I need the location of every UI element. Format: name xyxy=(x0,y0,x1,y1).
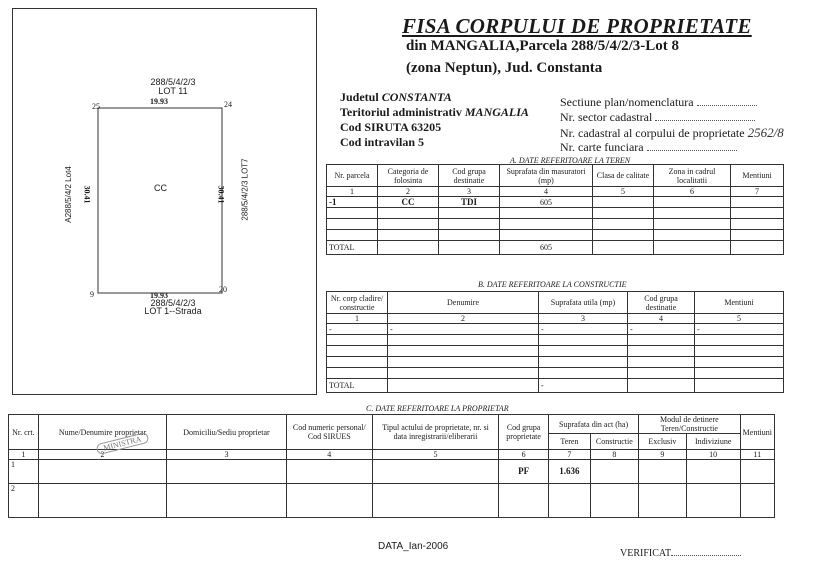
c-row-teren xyxy=(549,484,591,518)
sectiune-row xyxy=(560,95,757,110)
a-header: Zona in cadrul localitatii xyxy=(654,165,731,187)
teritoriu-row xyxy=(340,105,529,120)
sectiune-label: Sectiune plan/nomenclatura xyxy=(560,95,694,109)
subtitle-line-2: (zona Neptun), Jud. Constanta xyxy=(406,60,603,76)
point-20: 20 xyxy=(219,285,227,294)
b-cell: - xyxy=(539,324,628,335)
c-subheader: Exclusiv xyxy=(639,434,687,450)
a-header: Cod grupa destinatie xyxy=(439,165,500,187)
b-header: Suprafata utila (mp) xyxy=(539,292,628,314)
b-total-value: - xyxy=(539,379,628,393)
c-row-cod xyxy=(499,484,549,518)
section-b-table xyxy=(326,291,784,393)
a-cell xyxy=(731,197,784,208)
b-num: 2 xyxy=(388,314,539,324)
c-num: 8 xyxy=(590,450,638,460)
plan-bottom-length: 19.93 xyxy=(150,291,168,300)
nr-cadastral-label: Nr. cadastral al corpului de proprietate xyxy=(560,126,745,140)
b-cell: - xyxy=(388,324,539,335)
a-num: 4 xyxy=(500,187,593,197)
section-b-title: B. DATE REFERITOARE LA CONSTRUCTIE xyxy=(478,280,627,289)
plan-right-label: 288/5/4/2/3 LOT7 xyxy=(240,158,250,221)
c-num: 6 xyxy=(499,450,549,460)
table-row xyxy=(327,324,784,335)
section-c-table xyxy=(8,414,775,518)
plan-left-label: A288/5/4/2 Lot4 xyxy=(63,166,73,223)
siruta: Cod SIRUTA 63205 xyxy=(340,120,442,134)
point-24: 24 xyxy=(224,100,232,109)
c-header: Domiciliu/Sediu proprietar xyxy=(167,415,286,450)
subtitle-line-1: din MANGALIA,Parcela 288/5/4/2/3-Lot 8 xyxy=(406,38,680,54)
c-num: 11 xyxy=(740,450,774,460)
plan-bottom-parcel: 288/5/4/2/3 xyxy=(150,298,196,308)
a-header: Nr. parcela xyxy=(327,165,378,187)
plan-bottom-lot: LOT 1--Strada xyxy=(144,306,202,316)
c-header: Nume/Denumire proprietar xyxy=(38,415,167,450)
a-header: Suprafata din masuratori (mp) xyxy=(500,165,593,187)
stamp-mark: MINISTRA xyxy=(95,432,149,455)
a-cell: 605 xyxy=(500,197,593,208)
c-header: Modul de detinere Teren/Constructie xyxy=(639,415,741,434)
b-num: 5 xyxy=(695,314,784,324)
judet-label: Judetul xyxy=(340,90,379,104)
teritoriu-label: Teritoriul administrativ xyxy=(340,105,462,119)
c-subheader: Indiviziune xyxy=(686,434,740,450)
plan-top-parcel: 288/5/4/2/3 xyxy=(150,77,196,87)
plan-top-lot: LOT 11 xyxy=(158,86,188,96)
b-num: 3 xyxy=(539,314,628,324)
a-cell: CC xyxy=(378,197,439,208)
a-total-value: 605 xyxy=(500,241,593,255)
b-header: Mentiuni xyxy=(695,292,784,314)
c-subheader: Constructie xyxy=(590,434,638,450)
c-row-cod: PF xyxy=(499,460,549,484)
c-header: Mentiuni xyxy=(740,415,774,450)
b-cell: - xyxy=(628,324,695,335)
b-header: Denumire xyxy=(388,292,539,314)
c-num: 1 xyxy=(9,450,39,460)
footer-date: DATA_Ian-2006 xyxy=(378,541,449,552)
plan-top-length: 19.93 xyxy=(150,97,168,106)
a-header: Categoria de folosinta xyxy=(378,165,439,187)
a-header: Mentiuni xyxy=(731,165,784,187)
b-header: Nr. corp cladire/ constructie xyxy=(327,292,388,314)
c-header: Cod grupa proprietate xyxy=(499,415,549,450)
b-header: Cod grupa destinatie xyxy=(628,292,695,314)
b-cell: - xyxy=(327,324,388,335)
c-num: 5 xyxy=(372,450,498,460)
plan-top-label xyxy=(128,78,218,96)
point-25: 25 xyxy=(92,102,100,111)
a-header: Clasa de calitate xyxy=(593,165,654,187)
judet-value: CONSTANTA xyxy=(381,90,452,104)
a-cell xyxy=(593,197,654,208)
sector-row xyxy=(560,110,755,125)
carte-label: Nr. carte funciara xyxy=(560,140,644,154)
sector-label: Nr. sector cadastral xyxy=(560,110,653,124)
c-num: 10 xyxy=(686,450,740,460)
nr-cadastral-handwritten: 2562/8 xyxy=(747,125,784,140)
b-num: 1 xyxy=(327,314,388,324)
table-row-total xyxy=(327,379,784,393)
section-c-title: C. DATE REFERITOARE LA PROPRIETAR xyxy=(366,404,509,413)
c-header: Suprafata din act (ha) xyxy=(549,415,639,434)
section-a-table xyxy=(326,164,784,255)
a-cell xyxy=(654,197,731,208)
c-num: 7 xyxy=(549,450,591,460)
c-num: 4 xyxy=(286,450,372,460)
a-num: 5 xyxy=(593,187,654,197)
a-cell: TDI xyxy=(439,197,500,208)
c-row-nr: 2 xyxy=(9,484,39,518)
parcel-outline xyxy=(98,108,222,293)
table-row xyxy=(327,197,784,208)
b-cell: - xyxy=(695,324,784,335)
a-total-label: TOTAL xyxy=(327,241,378,255)
c-row-teren: 1.636 xyxy=(549,460,591,484)
nr-cadastral-row xyxy=(560,125,784,141)
a-num: 7 xyxy=(731,187,784,197)
point-9: 9 xyxy=(90,290,94,299)
c-num: 3 xyxy=(167,450,286,460)
page-title: FISA CORPULUI DE PROPRIETATE xyxy=(402,14,752,38)
table-row xyxy=(9,484,775,518)
a-num: 3 xyxy=(439,187,500,197)
carte-row xyxy=(560,140,737,155)
c-row-nr: 1 xyxy=(9,460,39,484)
table-row xyxy=(9,460,775,484)
a-num: 6 xyxy=(654,187,731,197)
b-total-label: TOTAL xyxy=(327,379,388,393)
c-header: Cod numeric personal/ Cod SIRUES xyxy=(286,415,372,450)
table-row-total xyxy=(327,241,784,255)
plan-right-length: 30.41 xyxy=(216,185,226,204)
a-cell: -1 xyxy=(327,197,378,208)
a-num: 1 xyxy=(327,187,378,197)
a-num: 2 xyxy=(378,187,439,197)
c-num: 9 xyxy=(639,450,687,460)
c-subheader: Teren xyxy=(549,434,591,450)
plan-center-label: CC xyxy=(154,183,167,193)
c-header: Tipul actului de proprietate, nr. si data inregistrarii/eliberarii xyxy=(372,415,498,450)
plan-bottom-label xyxy=(128,299,218,315)
parcel-plan xyxy=(12,8,315,393)
intravilan: Cod intravilan 5 xyxy=(340,135,425,149)
teritoriu-value: MANGALIA xyxy=(464,105,529,119)
c-num: 2 xyxy=(38,450,167,460)
verificat-label: VERIFICAT xyxy=(620,548,672,559)
plan-left-length: 30.41 xyxy=(82,185,92,204)
section-a-title: A. DATE REFERITOARE LA TEREN xyxy=(510,156,631,165)
c-header: Nr. crt. xyxy=(9,415,39,450)
judet-row xyxy=(340,90,452,105)
b-num: 4 xyxy=(628,314,695,324)
footer-verificat xyxy=(620,548,741,559)
